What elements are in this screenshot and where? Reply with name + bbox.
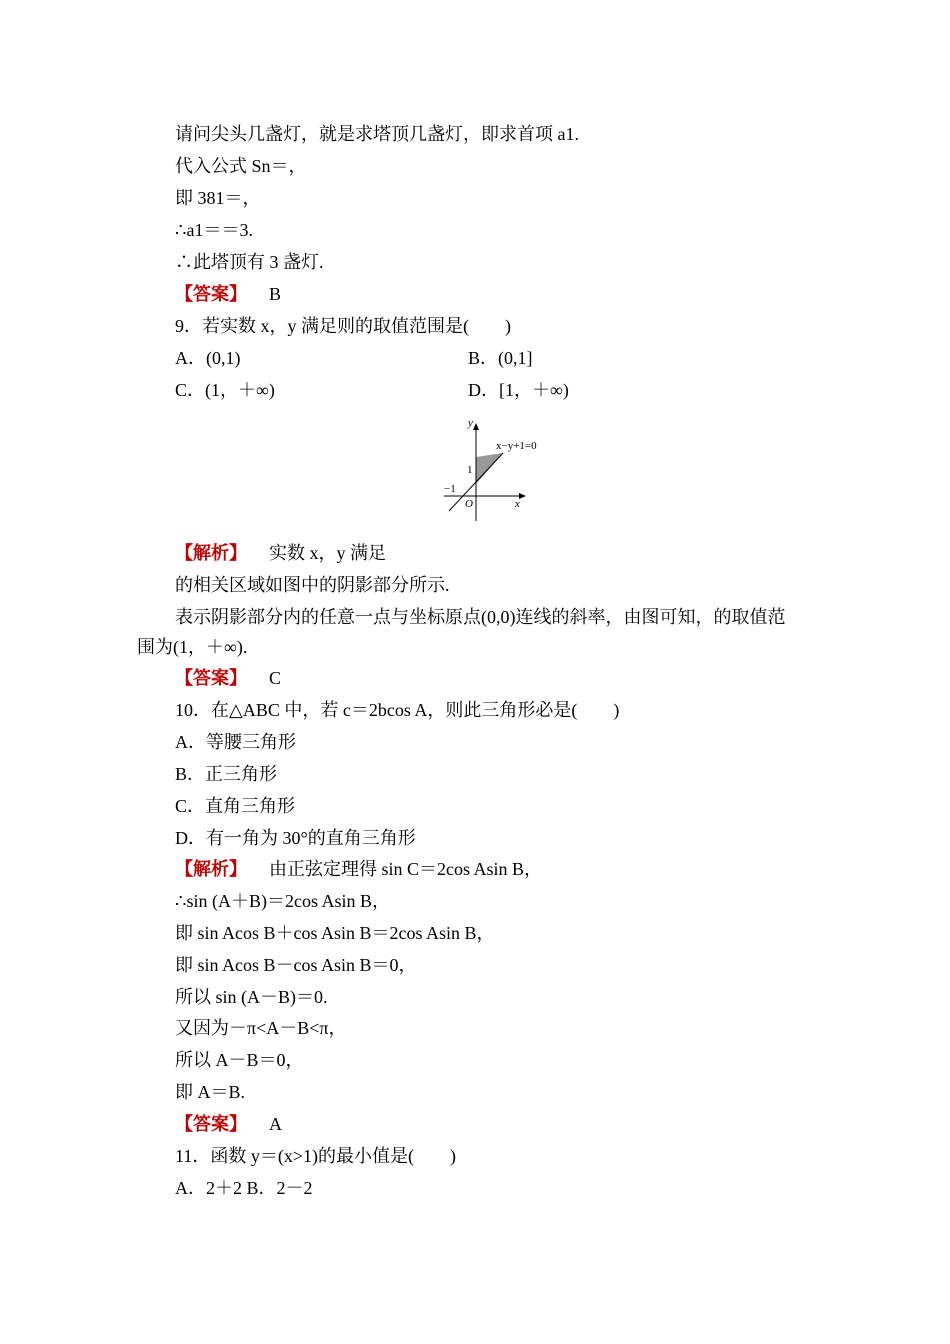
solution-9 <box>175 541 386 565</box>
question-9: 9．若实数 x，y 满足则的取值范围是( ) <box>175 316 511 336</box>
x-tick-label: −1 <box>444 483 456 495</box>
option-b: B．正三角形 <box>175 764 278 784</box>
y-tick-label: 1 <box>467 464 473 476</box>
y-axis-label: y <box>468 417 473 429</box>
answer-9 <box>175 666 281 690</box>
x-axis-label: x <box>515 498 520 510</box>
text-line: 即 A＝B. <box>175 1082 246 1102</box>
text-line: ∴sin (A＋B)＝2cos Asin B， <box>175 891 390 911</box>
text-line: 围为(1，＋∞). <box>137 637 248 657</box>
text-line: ∴a1＝＝3. <box>175 220 253 240</box>
answer-value: A <box>269 1114 282 1134</box>
text-line: 即 sin Acos B＋cos Asin B＝2cos Asin B， <box>175 923 495 943</box>
question-10: 10．在△ABC 中，若 c＝2bcos A，则此三角形必是( ) <box>175 700 620 720</box>
option-d: D．[1，＋∞) <box>468 380 569 400</box>
text-line: 代入公式 Sn＝， <box>175 156 307 176</box>
answer-label: 【答案】 <box>175 1114 247 1134</box>
answer-value: B <box>269 284 282 304</box>
option-a: A．等腰三角形 <box>175 732 296 752</box>
region-figure <box>440 413 552 526</box>
text-line: 即 sin Acos B－cos Asin B＝0， <box>175 955 417 975</box>
answer-10 <box>175 1112 282 1136</box>
option-c: C．(1，＋∞) <box>175 380 275 400</box>
option-a: A．(0,1) <box>175 348 241 368</box>
solution-label: 【解析】 <box>175 859 247 879</box>
text-line: 所以 sin (A－B)＝0. <box>175 987 328 1007</box>
option-d: D．有一角为 30°的直角三角形 <box>175 828 416 848</box>
option-b: B．(0,1] <box>468 348 533 368</box>
text-line: 请问尖头几盏灯，就是求塔顶几盏灯，即求首项 a1. <box>175 124 579 144</box>
question-11: 11．函数 y＝(x>1)的最小值是( ) <box>175 1146 456 1166</box>
y-axis-arrow <box>473 423 479 430</box>
text-line: 所以 A－B＝0， <box>175 1050 304 1070</box>
text-line: 表示阴影部分内的任意一点与坐标原点(0,0)连线的斜率，由图可知，的取值范 <box>175 607 786 627</box>
text-line: 又因为－π<A－B<π， <box>175 1018 347 1038</box>
solution-text: 由正弦定理得 sin C＝2cos Asin B， <box>269 859 543 879</box>
solution-10 <box>175 857 542 881</box>
solution-text: 实数 x，y 满足 <box>269 543 386 563</box>
x-axis-arrow <box>519 493 526 499</box>
answer-label: 【答案】 <box>175 284 247 304</box>
answer-8 <box>175 282 281 306</box>
origin-label: O <box>465 498 473 510</box>
text-line: 即 381＝， <box>175 188 261 208</box>
solution-label: 【解析】 <box>175 543 247 563</box>
answer-value: C <box>269 668 282 688</box>
text-line: ∴此塔顶有 3 盏灯. <box>175 252 324 272</box>
text-line: 的相关区域如图中的阴影部分所示. <box>175 575 450 595</box>
line-equation-label: x−y+1=0 <box>496 440 537 452</box>
options-ab: A．2＋2 B．2－2 <box>175 1178 313 1198</box>
option-c: C．直角三角形 <box>175 796 296 816</box>
answer-label: 【答案】 <box>175 668 247 688</box>
